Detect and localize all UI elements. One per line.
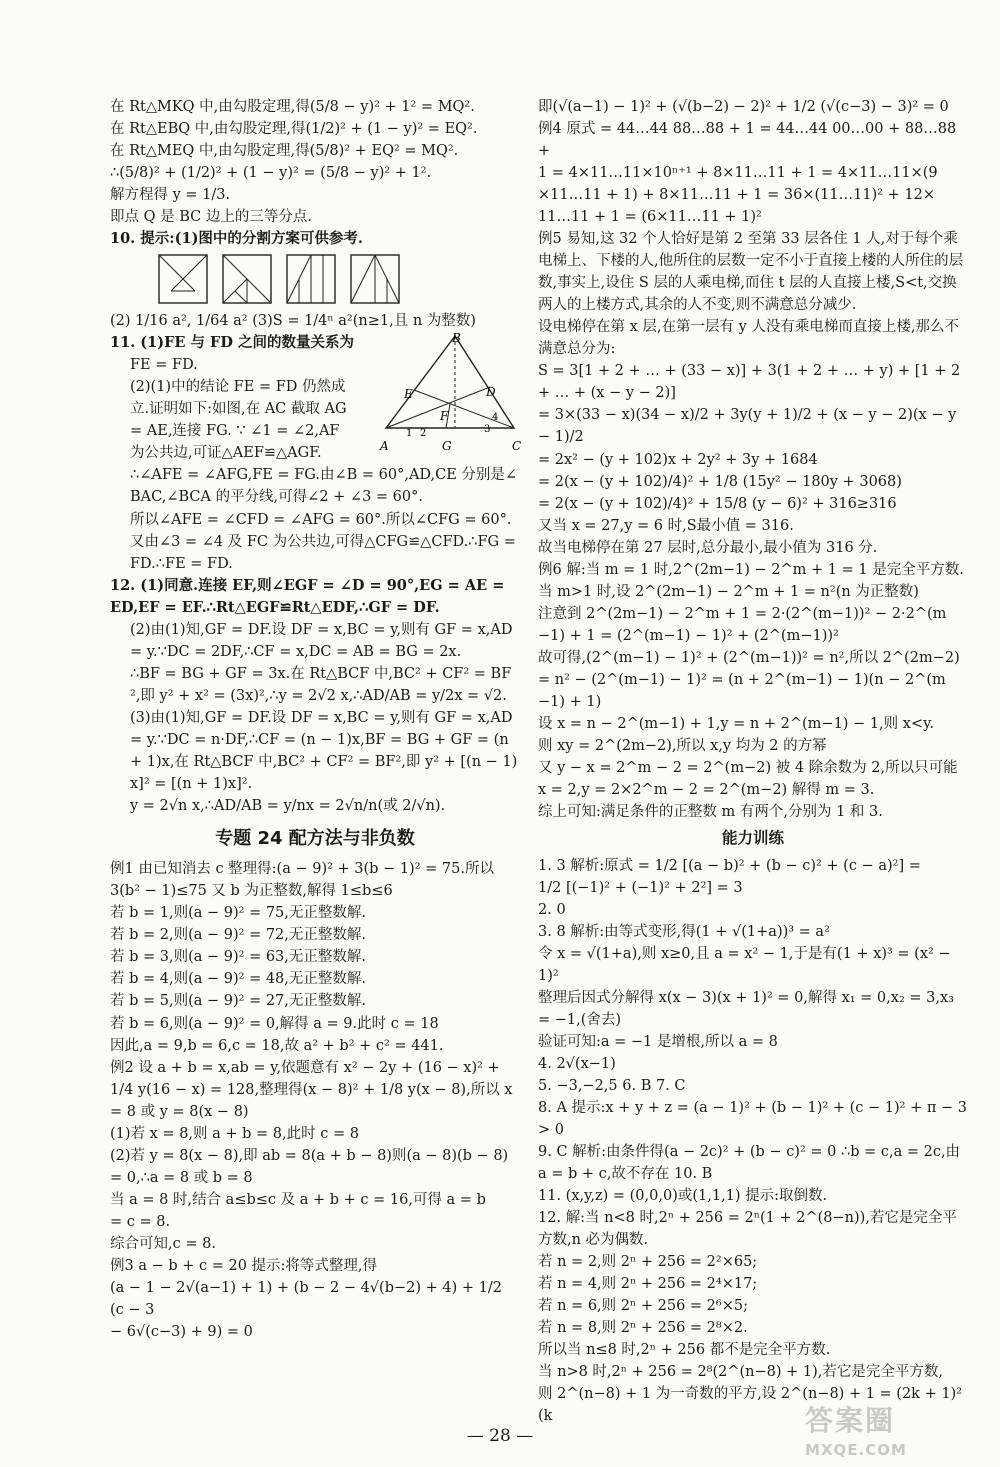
ex4-line: ×11…11 + 1) + 8×11…11 + 1 = 36×(11…11)² + 12× xyxy=(538,187,936,204)
answer-line: 3. 8 解析:由等式变形,得(1 + √(1+a))³ = a² xyxy=(538,923,830,940)
ex1-line: 例1 由已知消去 c 整理得:(a − 9)² + 3(b − 1)² = 75.所以 xyxy=(110,861,494,878)
ex2-line: (1)若 x = 8,则 a + b = 8,此时 c = 8 xyxy=(110,1125,359,1142)
ex5-line: 设电梯停在第 x 层,在第一层有 y 人没有乘电梯而直接上楼,那么不满意总分为: xyxy=(538,319,960,358)
ex1-line: 若 b = 1,则(a − 9)² = 75,无正整数解. xyxy=(110,905,366,922)
q11-line: FE = FD. xyxy=(130,357,198,374)
ex1-line: 若 b = 6,则(a − 9)² = 0,解得 a = 9.此时 c = 18 xyxy=(110,1015,439,1032)
q10-answer: (2) 1/16 a², 1/64 a² (3)S = 1/4ⁿ a²(n≥1,且 n 为整数) xyxy=(110,313,476,330)
left-column xyxy=(110,96,520,1343)
ex6-line: 则 xy = 2^(2m−2),所以 x,y 均为 2 的方幂 xyxy=(538,737,827,754)
answer-line: 若 n = 6,则 2ⁿ + 256 = 2⁶×5; xyxy=(538,1298,748,1315)
answer-line: 9. C 解析:由条件得(a − 2c)² + (b − c)² = 0 ∴b = c,a = 2c,由 a = b + c,故不存在 10. B xyxy=(538,1143,961,1183)
text-line: 在 Rt△EBQ 中,由勾股定理,得(1/2)² + (1 − y)² = EQ². xyxy=(110,121,478,138)
text-line: ∴(5/8)² + (1/2)² + (1 − y)² = (5/8 − y)² + 1². xyxy=(110,165,432,182)
ex4-line: 例4 原式 = 44…44 88…88 + 1 = 44…44 00…00 + 88…88 + xyxy=(538,121,957,160)
ex2-line: (2)若 y = 8(x − 8),即 ab = 8(a + b − 8)则(a − 8)(b − 8) xyxy=(110,1147,509,1164)
text-line: 在 Rt△MKQ 中,由勾股定理,得(5/8 − y)² + 1² = MQ². xyxy=(110,99,475,115)
ex4-line: 11…11 + 1 = (6×11…11 + 1)² xyxy=(538,209,762,226)
text-line: 在 Rt△MEQ 中,由勾股定理,得(5/8)² + EQ² = MQ². xyxy=(110,143,459,160)
q11-line: (2)(1)中的结论 FE = FD 仍然成 xyxy=(130,379,346,396)
ex6-line: 当 m>1 时,设 2^(2m−1) − 2^m + 1 = n²(n 为正整数) xyxy=(538,583,919,600)
answer-line: 11. (x,y,z) = (0,0,0)或(1,1,1) 提示:取倒数. xyxy=(538,1188,828,1205)
triangle-label: D xyxy=(486,385,496,400)
answer-line: 4. 2√(x−1) xyxy=(538,1055,616,1072)
answer-line: 整理后因式分解得 x(x − 3)(x + 1)² = 0,解得 x₁ = 0,x₂ = 3,x₃ = −1,(舍去) xyxy=(538,989,954,1028)
ex1-line: 若 b = 3,则(a − 9)² = 63,无正整数解. xyxy=(110,949,366,966)
ex2-line: 当 a = 8 时,结合 a≤b≤c 及 a + b + c = 16,可得 a = b xyxy=(110,1191,486,1208)
ex2-line: 例2 设 a + b = x,ab = y,依题意有 x² − 2y + (16 − x)² + xyxy=(110,1059,500,1076)
ex2-line: = 8 或 y = 8(x − 8) xyxy=(110,1103,249,1120)
triangle-label: A xyxy=(380,439,389,454)
ex6-line: 设 x = n − 2^(m−1) + 1,y = n + 2^(m−1) − 1,则 x<y. xyxy=(538,715,934,732)
right-column xyxy=(538,96,968,1427)
ex1-line: 若 b = 5,则(a − 9)² = 27,无正整数解. xyxy=(110,993,366,1010)
triangle-label: B xyxy=(452,331,461,346)
ex6-line: 例6 解:当 m = 1 时,2^(2m−1) − 2^m + 1 = 1 是完全平方数. xyxy=(538,561,964,578)
partition-figure-3 xyxy=(286,254,336,304)
answer-line: 所以当 n≤8 时,2ⁿ + 256 都不是完全平方数. xyxy=(538,1342,831,1359)
q11-line: 11. (1)FE 与 FD 之间的数量关系为 xyxy=(110,334,354,352)
answer-line: 令 x = √(1+a),则 x≥0,且 a = x² − 1,于是有(1 + x)³ = (x² − 1)² xyxy=(538,945,951,984)
ex3-line: (a − 1 − 2√(a−1) + 1) + (b − 2 − 4√(b−2) + 4) + 1/2 (c − 3 xyxy=(110,1279,502,1318)
watermark-logo: 答案圈 MXQE.COM xyxy=(805,1404,907,1459)
ex1-line: 若 b = 2,则(a − 9)² = 72,无正整数解. xyxy=(110,927,366,944)
ex2-line: 1/4 y(16 − x) = 128,整理得(x − 8)² + 1/8 y(x − 8),所以 x xyxy=(110,1081,513,1098)
ex2-line: = 0,∴a = 8 或 b = 8 xyxy=(110,1169,253,1186)
ex3-line: 例3 a − b + c = 20 提示:将等式整理,得 xyxy=(110,1257,378,1274)
text-line: 即点 Q 是 BC 边上的三等分点. xyxy=(110,209,312,226)
answer-line: 5. −3,−2,5 6. B 7. C xyxy=(538,1077,686,1094)
partition-figures xyxy=(158,254,520,304)
answer-line: 当 n>8 时,2ⁿ + 256 = 2⁸(2^(n−8) + 1),若它是完全平方数, xyxy=(538,1364,944,1381)
q11-line: = AE,连接 FG. ∵ ∠1 = ∠2,AF xyxy=(130,423,340,440)
q11-line: 立.证明如下:如图,在 AC 截取 AG xyxy=(130,401,347,418)
answer-line: 若 n = 8,则 2ⁿ + 256 = 2⁸×2. xyxy=(538,1320,748,1337)
ex3-continuation: 即(√(a−1) − 1)² + (√(b−2) − 2)² + 1/2 (√(c−3) − 3)² = 0 xyxy=(538,99,949,115)
ex6-line: 综上可知:满足条件的正整数 m 有两个,分别为 1 和 3. xyxy=(538,804,883,820)
ex1-line: 若 b = 4,则(a − 9)² = 48,无正整数解. xyxy=(110,971,366,988)
ex5-line: = 3×(33 − x)(34 − x)/2 + 3y(y + 1)/2 + (x − y − 2)(x − y − 1)/2 xyxy=(538,407,957,446)
ex5-line: = 2(x − (y + 102)/4)² + 15/8 (y − 6)² + 316≥316 xyxy=(538,495,897,512)
ex5-line: 故当电梯停在第 27 层时,总分最小,最小值为 316 分. xyxy=(538,539,878,556)
q12-line: (3)由(1)知,GF = DF.设 DF = x,BC = y,则有 GF = x,AD = y.∵DC = n·DF,∴CF = (n − 1)x,BF = BG + GF = (n + 1)x,在 Rt△BCF 中,BC² + CF² = BF²,即 y² + [(n − 1)x]² = [(n + 1)x]². xyxy=(130,709,518,792)
triangle-label: F xyxy=(440,409,449,424)
ex5-line: = 2(x − (y + 102)/4)² + 1/8 (15y² − 180y + 3068) xyxy=(538,473,902,490)
ex2-line: = c = 8. xyxy=(110,1213,171,1230)
answer-line: 2. 0 xyxy=(538,901,566,918)
ex5-line: = 2x² − (y + 102)x + 2y² + 3y + 1684 xyxy=(538,451,818,468)
triangle-label: C xyxy=(512,439,522,454)
ex5-line: 又当 x = 27,y = 6 时,S最小值 = 316. xyxy=(538,517,794,534)
triangle-label: 3 xyxy=(484,424,491,436)
q12-line: ∴BF = BG + GF = 3x.在 Rt△BCF 中,BC² + CF² = BF²,即 y² + x² = (3x)²,∴y = 2√2 x,∴AD/AB = y/2x = √2. xyxy=(130,665,512,704)
ex5-line: S = 3[1 + 2 + … + (33 − x)] + 3(1 + 2 + … + y) + [1 + 2 + … + (x − y − 2)] xyxy=(538,363,961,402)
q10-hint: 10. 提示:(1)图中的分割方案可供参考. xyxy=(110,230,363,248)
ex1-line: 因此,a = 9,b = 6,c = 18,故 a² + b² + c² = 441. xyxy=(110,1037,444,1054)
answer-line: 若 n = 4,则 2ⁿ + 256 = 2⁴×17; xyxy=(538,1276,758,1293)
ex6-line: 故可得,(2^(m−1) − 1)² + (2^(m−1))² = n²,所以 2^(2m−2) = n² − (2^(m−1) − 1)² = (n + 2^(m−1) − 1)(n − 2^(m−1) + 1) xyxy=(538,649,960,710)
ex2-line: 综合可知,c = 8. xyxy=(110,1235,216,1252)
q11-line: 为公共边,可证△AEF≌△AGF. xyxy=(130,445,322,462)
q11-line: 所以∠AFE = ∠CFD = ∠AFG = 60°.所以∠CFG = 60°.又由∠3 = ∠4 及 FC 为公共边,可得△CFG≌△CFD.∴FG = FD.∴FE = FD. xyxy=(130,511,516,572)
answer-line: 8. A 提示:x + y + z = (a − 1)² + (b − 1)² + (c − 1)² + π − 3 > 0 xyxy=(538,1099,967,1138)
triangle-label: 2 xyxy=(420,428,427,440)
q11-line: ∴∠AFE = ∠AFG,FE = FG.由∠B = 60°,AD,CE 分别是∠BAC,∠BCA 的平分线,可得∠2 + ∠3 = 60°. xyxy=(130,467,518,506)
subsection-title: 能力训练 xyxy=(721,829,784,848)
partition-figure-4 xyxy=(350,254,400,304)
triangle-label: 1 xyxy=(406,428,413,440)
ex6-line: 注意到 2^(2m−1) − 2^m + 1 = 2·(2^(m−1))² − 2·2^(m−1) + 1 = (2^(m−1) − 1)² + (2^(m−1))² xyxy=(538,605,947,644)
triangle-figure xyxy=(380,331,522,454)
answer-line: 1/2 [(−1)² + (−1)² + 2²] = 3 xyxy=(538,879,743,896)
page-number: — 28 — xyxy=(466,1426,534,1446)
ex5-line: 例5 易知,这 32 个人恰好是第 2 至第 33 层各住 1 人,对于每个乘电梯上、下楼的人,他所住的层数一定不小于直接上楼的人所住的层数,事实上,设住 S 层的人乘电梯,而住 t 层的人直接上楼,S<t,交换两人的上楼方式,其余的人不变,则不满意总分减少. xyxy=(538,231,964,314)
triangle-label: 4 xyxy=(492,412,499,424)
answer-line: 若 n = 2,则 2ⁿ + 256 = 2²×65; xyxy=(538,1254,758,1271)
q12-line: y = 2√n x,∴AD/AB = y/nx = 2√n/n(或 2/√n). xyxy=(130,797,446,814)
ex4-line: 1 = 4×11…11×10ⁿ⁺¹ + 8×11…11 + 1 = 4×11…11×(9 xyxy=(538,165,938,182)
q12-line: 12. (1)同意.连接 EF,则∠EGF = ∠D = 90°,EG = AE = ED,EF = EF.∴Rt△EGF≌Rt△EDF,∴GF = DF. xyxy=(110,576,505,616)
answer-line: 验证可知:a = −1 是增根,所以 a = 8 xyxy=(538,1033,778,1050)
answer-line: 12. 解:当 n<8 时,2ⁿ + 256 = 2ⁿ(1 + 2^(8−n)),若它是完全平方数,n 必为偶数. xyxy=(538,1210,957,1249)
q12-line: (2)由(1)知,GF = DF.设 DF = x,BC = y,则有 GF = x,AD = y.∵DC = 2DF,∴CF = x,DC = AB = BG = 2x. xyxy=(130,621,513,660)
ex3-line: − 6√(c−3) + 9) = 0 xyxy=(110,1323,253,1340)
ex6-line: 又 y − x = 2^m − 2 = 2^(m−2) 被 4 除余数为 2,所以只可能 x = 2,y = 2×2^m − 2 = 2^(m−2) 解得 m = 3. xyxy=(538,759,958,798)
triangle-label: E xyxy=(404,387,413,402)
text-line: 解方程得 y = 1/3. xyxy=(110,187,231,204)
triangle-label: G xyxy=(442,439,452,454)
answer-line: 1. 3 解析:原式 = 1/2 [(a − b)² + (b − c)² + (c − a)²] = xyxy=(538,857,921,874)
answer-line: 则 2^(n−8) + 1 为一奇数的平方,设 2^(n−8) + 1 = (2k + 1)²(k xyxy=(538,1386,963,1425)
section-title: 专题 24 配方法与非负数 xyxy=(215,827,415,849)
partition-figure-1 xyxy=(158,254,208,304)
partition-figure-2 xyxy=(222,254,272,304)
ex1-line: 3(b² − 1)≤75 又 b 为正整数,解得 1≤b≤6 xyxy=(110,883,393,900)
